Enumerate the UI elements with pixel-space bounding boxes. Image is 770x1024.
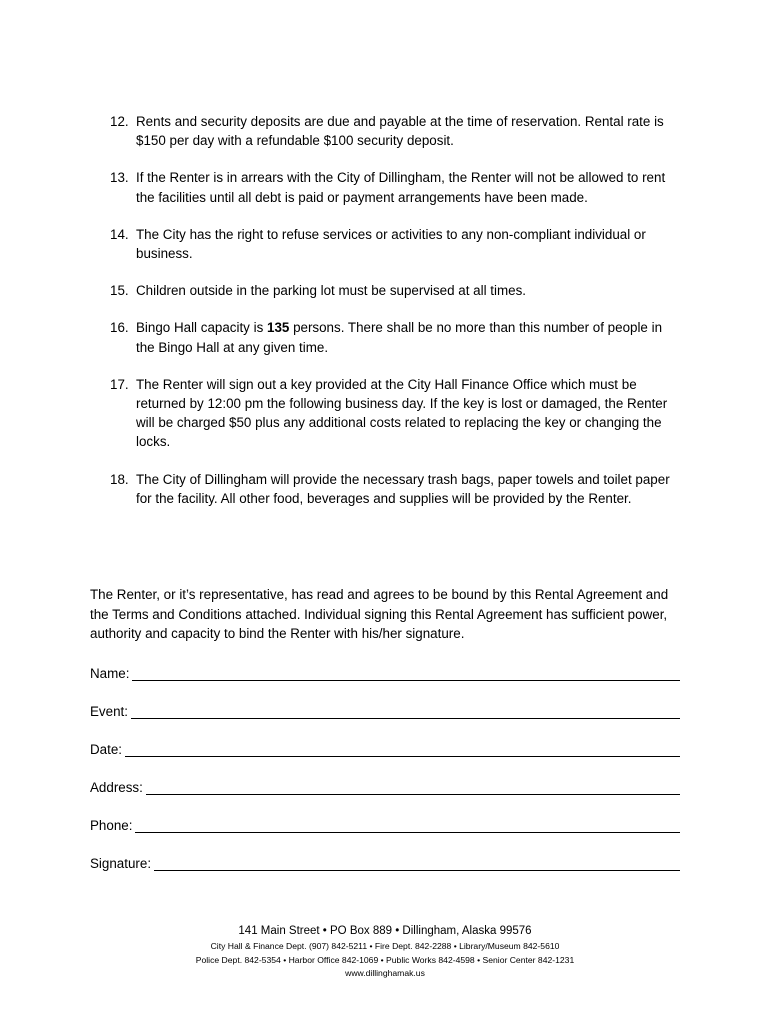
footer (0, 922, 770, 981)
phone-label: Phone: (90, 818, 133, 833)
term-number: 12. (110, 114, 129, 129)
footer-address: 141 Main Street • PO Box 889 • Dillingham, Alaska 99576 (238, 925, 532, 937)
terms-list (110, 112, 680, 526)
name-field (90, 662, 680, 682)
term-item (110, 470, 680, 508)
signature-label: Signature: (90, 856, 152, 871)
footer-website: www.dillinghamak.us (345, 968, 425, 978)
term-number: 16. (110, 320, 129, 336)
footer-contacts-line-2: Police Dept. 842-5354 • Harbor Office 842-1069 • Public Works 842-4598 • Senior Center 842-1231 (195, 954, 575, 965)
term-item (110, 112, 680, 150)
term-item (110, 168, 680, 206)
name-label: Name: (90, 666, 130, 681)
footer-contacts-line-1: City Hall & Finance Dept. (907) 842-5211 • Fire Dept. 842-2288 • Library/Museum 842-5610 (210, 941, 560, 951)
term-item (110, 318, 680, 356)
signature-line[interactable] (154, 854, 680, 871)
address-label: Address: (90, 780, 143, 795)
term-item (110, 225, 680, 263)
event-line[interactable] (131, 702, 680, 719)
acknowledgement-paragraph: The Renter, or it’s representative, has read and agrees to be bound by this Rental Agreement and the Terms and Conditions attached. Individual signing this Rental Agreement has sufficient power, authority and capacity to bind the Renter with his/her signature. (90, 587, 669, 642)
capacity-value: 135 (267, 320, 290, 336)
address-line[interactable] (146, 778, 680, 795)
phone-line[interactable] (135, 816, 680, 833)
event-field (90, 700, 680, 720)
term-text: Rents and security deposits are due and payable at the time of reservation. Rental rate is $150 per day with a refundable $100 security deposit. (136, 114, 664, 149)
date-line[interactable] (125, 740, 680, 757)
event-label: Event: (90, 704, 128, 719)
term-number: 17. (110, 376, 129, 392)
phone-field (90, 814, 680, 834)
term-text: If the Renter is in arrears with the City of Dillingham, the Renter will not be allowed to rent the facilities until all debt is paid or payment arrangements have been made. (136, 170, 666, 205)
term-text-before: Bingo Hall capacity is (136, 320, 267, 336)
term-item (110, 375, 680, 452)
term-text: Children outside in the parking lot must be supervised at all times. (136, 283, 527, 299)
date-field (90, 738, 680, 758)
name-line[interactable] (132, 664, 680, 681)
term-text (136, 320, 662, 354)
term-number: 14. (110, 226, 129, 242)
date-label: Date: (90, 742, 123, 757)
term-text-after: persons. There shall be no more than this number of people in the Bingo Hall at any given time. (136, 320, 663, 355)
term-text: The City of Dillingham will provide the necessary trash bags, paper towels and toilet paper for the facility. All other food, beverages and supplies will be provided by the Renter. (136, 471, 670, 506)
term-text: The Renter will sign out a key provided at the City Hall Finance Office which must be returned by 12:00 pm the following business day. If the key is lost or damaged, the Renter will be charged $50 plus any additional costs related to replacing the key or changing the locks. (136, 376, 668, 450)
term-number: 13. (110, 170, 129, 186)
term-text: The City has the right to refuse services or activities to any non-compliant individual or business. (136, 226, 646, 262)
term-item (110, 281, 680, 300)
signature-field (90, 852, 680, 872)
term-number: 18. (110, 471, 129, 487)
address-field (90, 776, 680, 796)
term-number: 15. (110, 283, 129, 299)
